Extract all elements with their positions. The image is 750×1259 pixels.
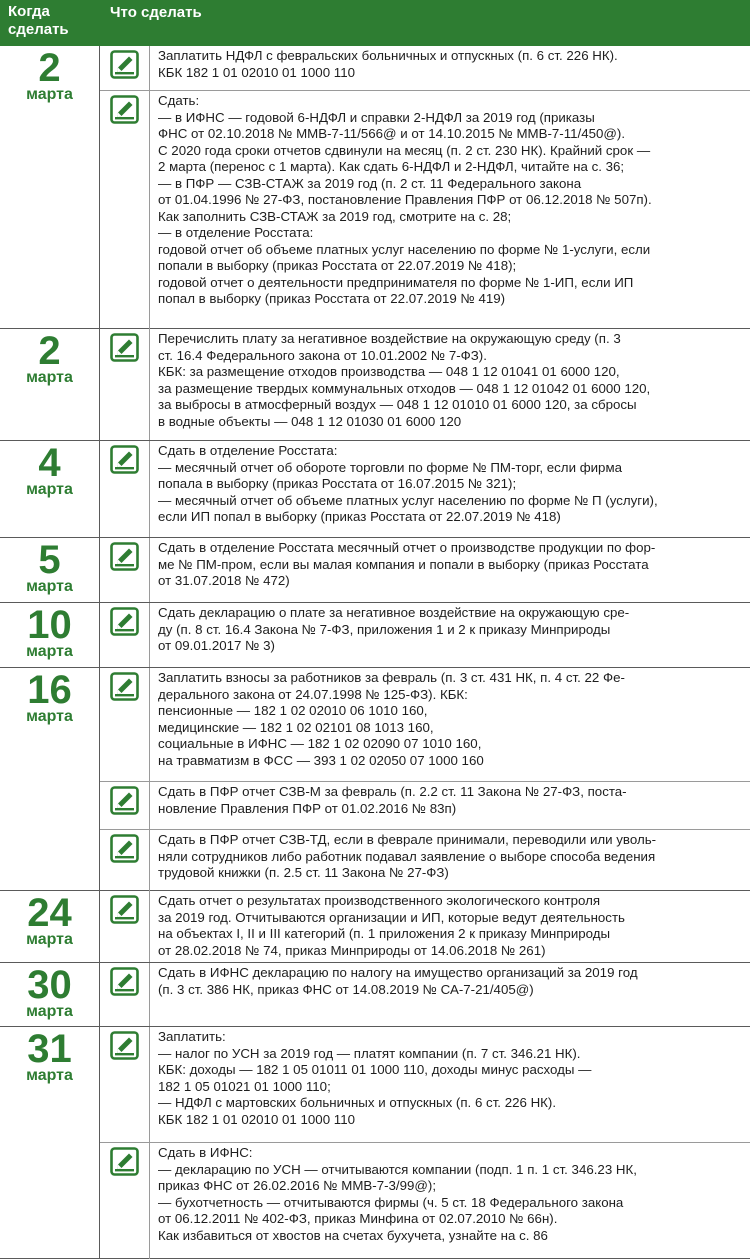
task-text: Сдать в ИФНС: — декларацию по УСН — отчитываются компании (подп. 1 п. 1 ст. 346.23 НК, приказ ФНС от 26.02.2016 № ММВ-7-3/99@); — бухотчетность — отчитываются фирмы (ч. 5 ст. 18 Федерального закона от 06.12.2011 № 402-ФЗ, приказ Минфина от 02.07.2010 № 66н). Как избавиться от хвостов на счетах бухучета, узнайте на с. 86 [158, 1145, 637, 1243]
task-text: Перечислить плату за негативное воздействие на окружающую среду (п. 3 ст. 16.4 Федерального закона от 10.01.2002 № 7-ФЗ). КБК: за размещение отходов производства — 048 1 12 01041 01 6000 120, за размещение твердых коммунальных отходов — 048 1 12 01042 01 6000 120, за выбросы в атмосферный воздух — 048 1 12 01010 01 6000 120, за сбросы в водные объекты — 048 1 12 01030 01 6000 120 [158, 331, 651, 429]
day-number: 2 [38, 329, 61, 373]
task-list [100, 1027, 750, 1258]
task-text: Сдать в ИФНС декларацию по налогу на имущество организаций за 2019 год (п. 3 ст. 386 НК, приказ ФНС от 14.08.2019 № СА-7-21/405@) [158, 965, 638, 997]
icon-cell [100, 1143, 150, 1259]
task-row [100, 781, 750, 829]
icon-cell [100, 441, 150, 537]
date-group [0, 1027, 750, 1259]
date-cell [0, 963, 100, 1026]
month-label: марта [26, 1003, 73, 1020]
date-group [0, 963, 750, 1027]
month-label: марта [26, 481, 73, 498]
task-list [100, 603, 750, 667]
icon-cell [100, 91, 150, 329]
date-cell [0, 1027, 100, 1258]
task-row [100, 963, 750, 1026]
task-row [100, 329, 750, 440]
icon-cell [100, 538, 150, 602]
header-what: Что сделать [110, 4, 202, 21]
date-cell [0, 538, 100, 602]
icon-cell [100, 603, 150, 667]
icon-cell [100, 782, 150, 829]
task-text: Сдать отчет о результатах производственного экологического контроля за 2019 год. Отчитываются организации и ИП, которые ведут деятельность на объектах I, II и III категорий (п. 1 приложения 2 к приказу Минприроды от 28.02.2018 № 74, приказ Минприроды от 14.06.2018 № 261) [158, 893, 625, 958]
date-cell [0, 329, 100, 440]
month-label: марта [26, 1067, 73, 1084]
pencil-checkbox-icon [110, 607, 139, 636]
task-list [100, 46, 750, 328]
date-group [0, 538, 750, 603]
day-number: 10 [27, 603, 72, 647]
month-label: марта [26, 578, 73, 595]
task-text: Заплатить взносы за работников за февраль (п. 3 ст. 431 НК, п. 4 ст. 22 Фе- дерального закона от 24.07.1998 № 125-ФЗ). КБК: пенсионные — 182 1 02 02010 06 1010 160, медицинские — 182 1 02 02101 08 1013 160, социальные в ИФНС — 182 1 02 02090 07 1010 160, на травматизм в ФСС — 393 1 02 02050 07 1000 160 [158, 670, 625, 768]
date-group [0, 46, 750, 329]
task-text: Сдать в ПФР отчет СЗВ-ТД, если в феврале принимали, переводили или уволь- няли сотрудников либо работник подавал заявление о выборе способа ведения трудовой книжки (п. 2.5 ст. 11 Закона № 27-ФЗ) [158, 832, 657, 880]
task-row [100, 1142, 750, 1259]
task-row [100, 538, 750, 602]
pencil-checkbox-icon [110, 50, 139, 79]
pencil-checkbox-icon [110, 1031, 139, 1060]
table-header [0, 0, 750, 46]
icon-cell [100, 830, 150, 891]
icon-cell [100, 963, 150, 1026]
date-cell [0, 441, 100, 537]
task-text: Заплатить НДФЛ с февральских больничных и отпускных (п. 6 ст. 226 НК). КБК 182 1 01 02010 01 1000 110 [158, 48, 618, 80]
day-number: 24 [27, 891, 72, 935]
task-text: Заплатить: — налог по УСН за 2019 год — платят компании (п. 7 ст. 346.21 НК). КБК: доходы — 182 1 05 01011 01 1000 110, доходы минус расходы — 182 1 05 01021 01 1000 110; — НДФЛ с мартовских больничных и отпускных (п. 6 ст. 226 НК). КБК 182 1 01 02010 01 1000 110 [158, 1029, 592, 1127]
calendar-table [0, 46, 750, 1259]
task-text: Сдать декларацию о плате за негативное воздействие на окружающую сре- ду (п. 8 ст. 16.4 Закона № 7-ФЗ, приложения 1 и 2 к приказу Минприроды от 09.01.2017 № 3) [158, 605, 630, 653]
task-row [100, 90, 750, 329]
pencil-checkbox-icon [110, 834, 139, 863]
day-number: 16 [27, 668, 72, 712]
task-row [100, 603, 750, 667]
task-list [100, 329, 750, 440]
task-text: Сдать в ПФР отчет СЗВ-М за февраль (п. 2.2 ст. 11 Закона № 27-ФЗ, поста- новление Правления ПФР от 01.02.2016 № 83п) [158, 784, 627, 816]
icon-cell [100, 891, 150, 962]
pencil-checkbox-icon [110, 672, 139, 701]
month-label: марта [26, 86, 73, 103]
date-cell [0, 891, 100, 962]
day-number: 30 [27, 963, 72, 1007]
header-when: Когда сделать [8, 3, 69, 38]
task-row [100, 441, 750, 537]
day-number: 4 [38, 441, 61, 485]
pencil-checkbox-icon [110, 542, 139, 571]
pencil-checkbox-icon [110, 1147, 139, 1176]
icon-cell [100, 329, 150, 440]
date-group [0, 329, 750, 441]
pencil-checkbox-icon [110, 333, 139, 362]
task-list [100, 441, 750, 537]
pencil-checkbox-icon [110, 95, 139, 124]
date-group [0, 891, 750, 963]
task-row [100, 1027, 750, 1142]
date-cell [0, 603, 100, 667]
date-cell [0, 668, 100, 890]
month-label: марта [26, 643, 73, 660]
task-list [100, 963, 750, 1026]
month-label: марта [26, 708, 73, 725]
date-group [0, 603, 750, 668]
pencil-checkbox-icon [110, 786, 139, 815]
date-group [0, 668, 750, 891]
date-cell [0, 46, 100, 328]
pencil-checkbox-icon [110, 895, 139, 924]
icon-cell [100, 46, 150, 90]
month-label: марта [26, 931, 73, 948]
pencil-checkbox-icon [110, 967, 139, 996]
icon-cell [100, 1027, 150, 1142]
day-number: 5 [38, 538, 61, 582]
task-row [100, 891, 750, 962]
date-group [0, 441, 750, 538]
task-row [100, 668, 750, 781]
task-text: Сдать в отделение Росстата месячный отчет о производстве продукции по фор- ме № ПМ-пром, если вы малая компания и попали в выборку (приказ Росстата от 31.07.2018 № 472) [158, 540, 656, 588]
pencil-checkbox-icon [110, 445, 139, 474]
icon-cell [100, 668, 150, 781]
task-list [100, 668, 750, 890]
task-row [100, 829, 750, 891]
task-text: Сдать: — в ИФНС — годовой 6-НДФЛ и справки 2-НДФЛ за 2019 год (приказы ФНС от 02.10.2018 № ММВ-7-11/566@ и от 14.10.2015 № ММВ-7-11/450@). С 2020 года сроки отчетов сдвинули на месяц (п. 2 ст. 230 НК). Крайний срок — 2 марта (перенос с 1 марта). Как сдать 6-НДФЛ и 2-НДФЛ, читайте на с. 36; — в ПФР — СЗВ-СТАЖ за 2019 год (п. 2 ст. 11 Федерального закона от 01.04.1996 № 27-ФЗ, постановление Правления ПФР от 06.12.2018 № 507п). Как заполнить СЗВ-СТАЖ за 2019 год, смотрите на с. 28; — в отделение Росстата: годовой отчет об объеме платных услуг населению по форме № 1-услуги, если попали в выборку (приказ Росстата от 22.07.2019 № 418); годовой отчет о деятельности предпринимателя по форме № 1-ИП, если ИП попал в выборку (приказ Росстата от 22.07.2019 № 419) [158, 93, 652, 306]
month-label: марта [26, 369, 73, 386]
task-list [100, 538, 750, 602]
task-list [100, 891, 750, 962]
task-text: Сдать в отделение Росстата: — месячный отчет об обороте торговли по форме № ПМ-торг, если фирма попала в выборку (приказ Росстата от 16.07.2015 № 321); — месячный отчет об объеме платных услуг населению по форме № П (услуги), если ИП попал в выборку (приказ Росстата от 22.07.2019 № 418) [158, 443, 658, 524]
day-number: 31 [27, 1027, 72, 1071]
task-row [100, 46, 750, 90]
day-number: 2 [38, 46, 61, 90]
